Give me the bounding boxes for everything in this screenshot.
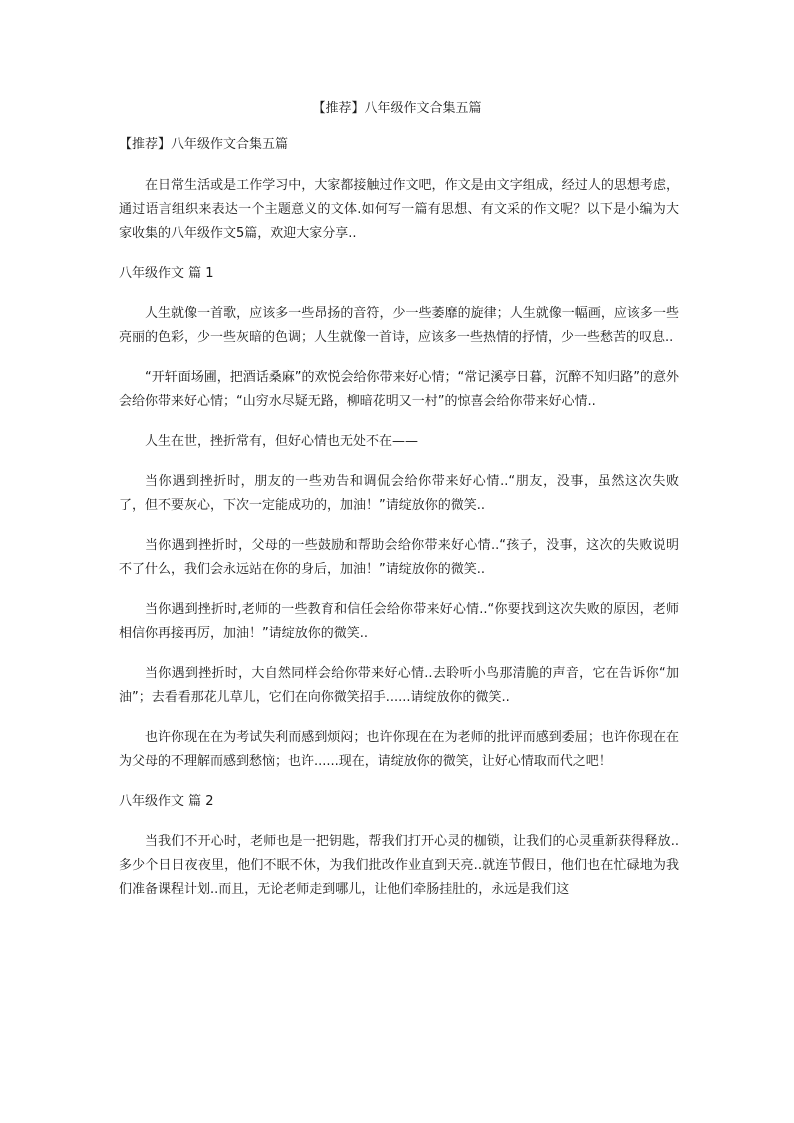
- essay-1-paragraph: 人生在世，挫折常有，但好心情也无处不在——: [145, 434, 419, 449]
- document-body: [119, 133, 679, 902]
- intro-paragraph: 在日常生活或是工作学习中，大家都接触过作文吧，作文是由文字组成，经过人的思想考虑，通过语言组织来表达一个主题意义的文体.如何写一篇有思想、有文采的作文呢？以下是小编为大家收集的八年级作文5篇，欢迎大家分享..: [119, 178, 679, 241]
- essay-2-heading: 八年级作文 篇 2: [119, 794, 214, 809]
- essay-1-heading: 八年级作文 篇 1: [119, 266, 214, 281]
- document-subtitle: 【推荐】八年级作文合集五篇: [119, 137, 289, 152]
- essay-1-paragraph: “开轩面场圃，把酒话桑麻”的欢悦会给你带来好心情；“常记溪亭日暮，沉醉不知归路”的意外会给你带来好心情；“山穷水尽疑无路，柳暗花明又一村”的惊喜会给你带来好心情..: [119, 370, 679, 409]
- essay-1-paragraph: 当你遇到挫折时,老师的一些教育和信任会给你带来好心情..“你要找到这次失败的原因，老师相信你再接再厉，加油！”请绽放你的微笑..: [119, 602, 679, 641]
- essay-1-paragraph: 当你遇到挫折时，大自然同样会给你带来好心情..去聆听小鸟那清脆的声音，它在告诉你“加油”；去看看那花儿草儿，它们在向你微笑招手......请绽放你的微笑..: [119, 666, 679, 705]
- essay-1-paragraph: 当你遇到挫折时，父母的一些鼓励和帮助会给你带来好心情..“孩子，没事，这次的失败说明不了什么，我们会永远站在你的身后，加油！”请绽放你的微笑..: [119, 538, 679, 577]
- essay-1-paragraph: 人生就像一首歌，应该多一些昂扬的音符，少一些萎靡的旋律；人生就像一幅画，应该多一些亮丽的色彩，少一些灰暗的色调；人生就像一首诗，应该多一些热情的抒情，少一些愁苦的叹息..: [119, 306, 679, 345]
- document-title: 【推荐】八年级作文合集五篇: [312, 101, 482, 116]
- essay-1-paragraph: 当你遇到挫折时，朋友的一些劝告和调侃会给你带来好心情..“朋友，没事，虽然这次失败了，但不要灰心，下次一定能成功的，加油！”请绽放你的微笑..: [119, 474, 679, 513]
- essay-1-paragraph: 也许你现在在为考试失利而感到烦闷；也许你现在在为老师的批评而感到委屈；也许你现在在为父母的不理解而感到愁恼；也许......现在，请绽放你的微笑，让好心情取而代之吧！: [119, 730, 679, 769]
- essay-2-paragraph: 当我们不开心时，老师也是一把钥匙，帮我们打开心灵的枷锁，让我们的心灵重新获得释放..多少个日日夜夜里，他们不眠不休，为我们批改作业直到天亮..就连节假日，他们也在忙碌地为我们准备课程计划..而且，无论老师走到哪儿，让他们牵肠挂肚的，永远是我们这: [119, 834, 679, 897]
